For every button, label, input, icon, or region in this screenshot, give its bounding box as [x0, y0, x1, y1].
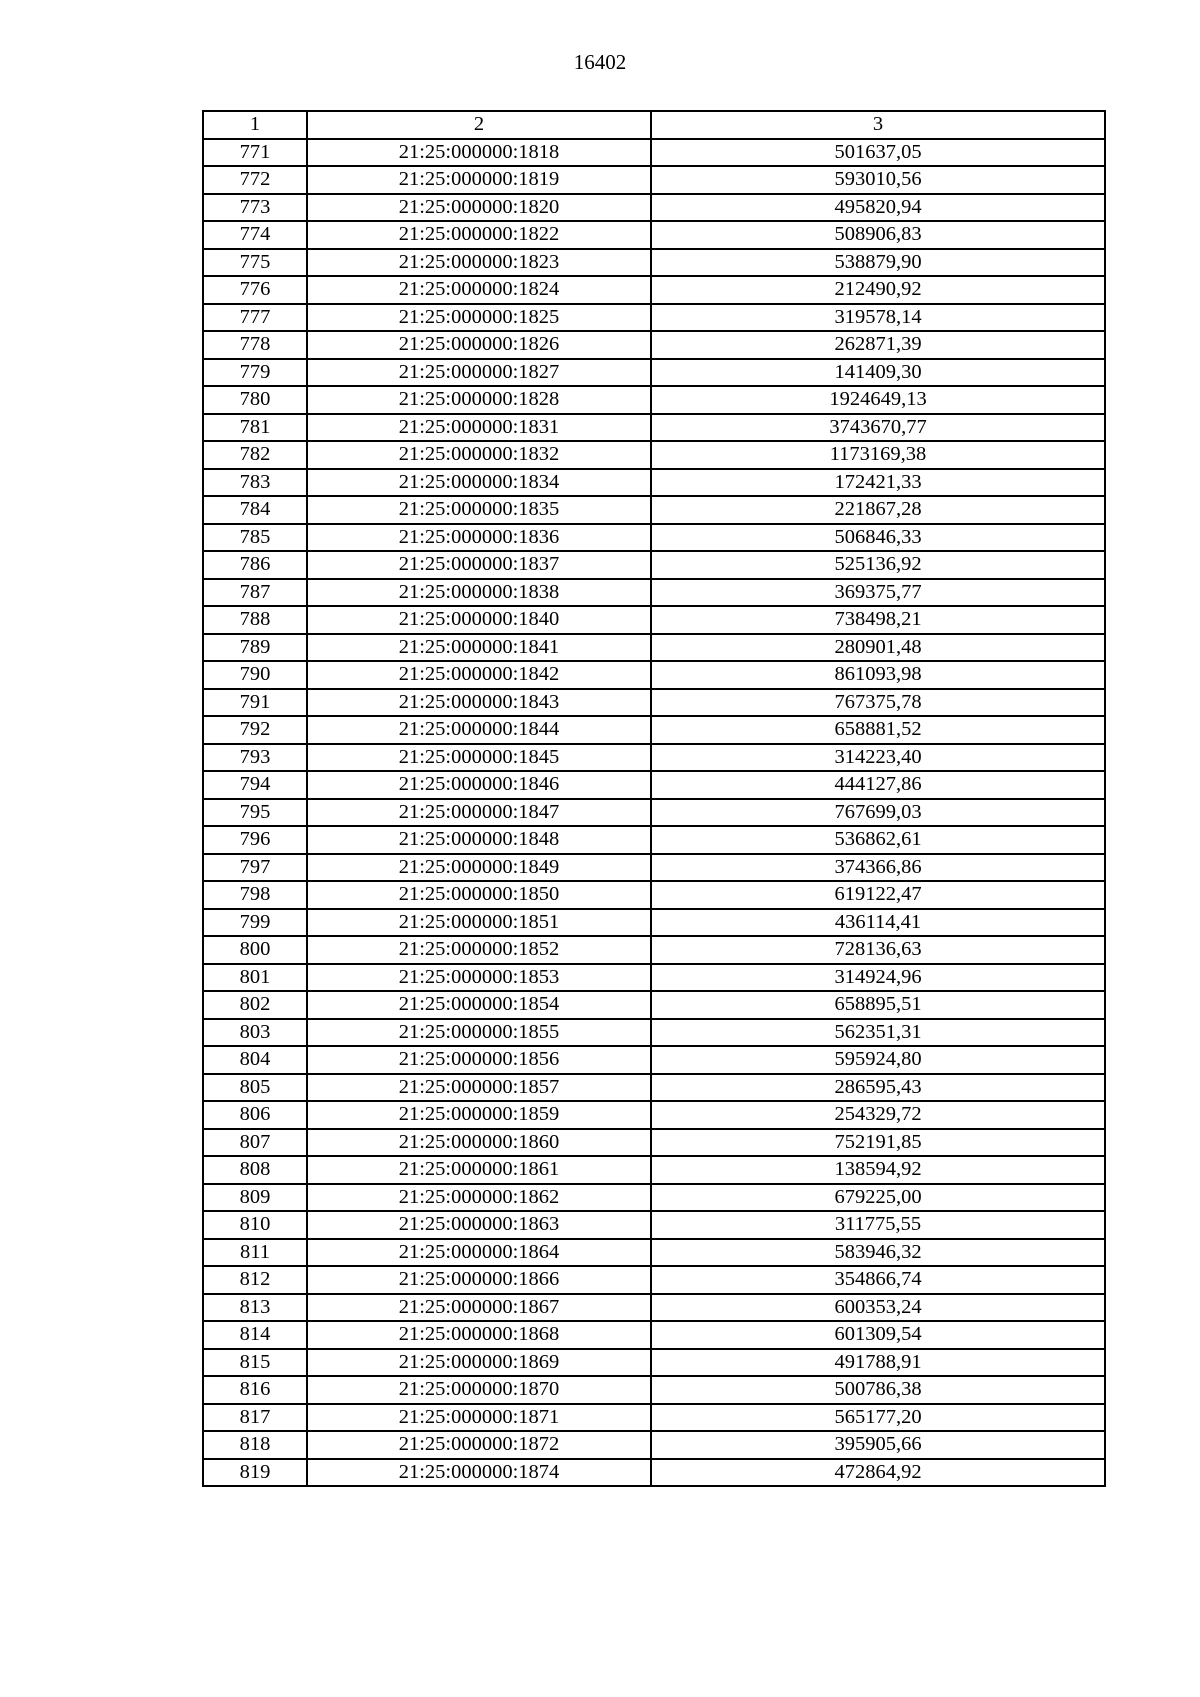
- table-row: [203, 634, 1105, 662]
- row-number-cell: 815: [203, 1349, 307, 1377]
- row-number-cell: 784: [203, 496, 307, 524]
- value-cell: 767699,03: [651, 799, 1105, 827]
- table-row: [203, 936, 1105, 964]
- value-cell: 500786,38: [651, 1376, 1105, 1404]
- cadastral-number-cell: 21:25:000000:1855: [307, 1019, 651, 1047]
- value-cell: 538879,90: [651, 249, 1105, 277]
- value-cell: 508906,83: [651, 221, 1105, 249]
- row-number-cell: 800: [203, 936, 307, 964]
- table-row: [203, 716, 1105, 744]
- table-row: [203, 881, 1105, 909]
- table-row: [203, 1431, 1105, 1459]
- row-number-cell: 781: [203, 414, 307, 442]
- row-number-cell: 804: [203, 1046, 307, 1074]
- cadastral-number-cell: 21:25:000000:1838: [307, 579, 651, 607]
- row-number-cell: 791: [203, 689, 307, 717]
- value-cell: 1173169,38: [651, 441, 1105, 469]
- cadastral-number-cell: 21:25:000000:1847: [307, 799, 651, 827]
- row-number-cell: 792: [203, 716, 307, 744]
- table-row: [203, 1349, 1105, 1377]
- cadastral-number-cell: 21:25:000000:1832: [307, 441, 651, 469]
- value-cell: 600353,24: [651, 1294, 1105, 1322]
- value-cell: 767375,78: [651, 689, 1105, 717]
- table-row: [203, 469, 1105, 497]
- cadastral-number-cell: 21:25:000000:1843: [307, 689, 651, 717]
- cadastral-number-cell: 21:25:000000:1854: [307, 991, 651, 1019]
- cadastral-number-cell: 21:25:000000:1818: [307, 139, 651, 167]
- cadastral-number-cell: 21:25:000000:1836: [307, 524, 651, 552]
- value-cell: 861093,98: [651, 661, 1105, 689]
- row-number-cell: 796: [203, 826, 307, 854]
- row-number-cell: 789: [203, 634, 307, 662]
- table-row: [203, 166, 1105, 194]
- table-row: [203, 304, 1105, 332]
- cadastral-number-cell: 21:25:000000:1842: [307, 661, 651, 689]
- row-number-cell: 794: [203, 771, 307, 799]
- row-number-cell: 793: [203, 744, 307, 772]
- row-number-cell: 799: [203, 909, 307, 937]
- table-row: [203, 1184, 1105, 1212]
- value-cell: 314223,40: [651, 744, 1105, 772]
- table-row: [203, 414, 1105, 442]
- table-row: [203, 1211, 1105, 1239]
- cadastral-number-cell: 21:25:000000:1851: [307, 909, 651, 937]
- row-number-cell: 780: [203, 386, 307, 414]
- table-row: [203, 799, 1105, 827]
- table-row: [203, 386, 1105, 414]
- cadastral-number-cell: 21:25:000000:1826: [307, 331, 651, 359]
- cadastral-number-cell: 21:25:000000:1844: [307, 716, 651, 744]
- row-number-cell: 805: [203, 1074, 307, 1102]
- row-number-cell: 779: [203, 359, 307, 387]
- table-row: [203, 551, 1105, 579]
- cadastral-number-cell: 21:25:000000:1870: [307, 1376, 651, 1404]
- table-row: [203, 1019, 1105, 1047]
- row-number-cell: 783: [203, 469, 307, 497]
- value-cell: 436114,41: [651, 909, 1105, 937]
- row-number-cell: 771: [203, 139, 307, 167]
- value-cell: 679225,00: [651, 1184, 1105, 1212]
- row-number-cell: 774: [203, 221, 307, 249]
- value-cell: 172421,33: [651, 469, 1105, 497]
- cadastral-number-cell: 21:25:000000:1872: [307, 1431, 651, 1459]
- table-row: [203, 331, 1105, 359]
- table-row: [203, 1046, 1105, 1074]
- value-cell: 595924,80: [651, 1046, 1105, 1074]
- row-number-cell: 787: [203, 579, 307, 607]
- cadastral-number-cell: 21:25:000000:1850: [307, 881, 651, 909]
- row-number-cell: 817: [203, 1404, 307, 1432]
- value-cell: 738498,21: [651, 606, 1105, 634]
- row-number-cell: 811: [203, 1239, 307, 1267]
- value-cell: 658881,52: [651, 716, 1105, 744]
- row-number-cell: 810: [203, 1211, 307, 1239]
- table-row: [203, 1266, 1105, 1294]
- cadastral-number-cell: 21:25:000000:1866: [307, 1266, 651, 1294]
- header-cell-col-1: 1: [203, 111, 307, 139]
- table-row: [203, 524, 1105, 552]
- row-number-cell: 775: [203, 249, 307, 277]
- table-row: [203, 359, 1105, 387]
- row-number-cell: 803: [203, 1019, 307, 1047]
- row-number-cell: 782: [203, 441, 307, 469]
- cadastral-number-cell: 21:25:000000:1845: [307, 744, 651, 772]
- table-row: [203, 1459, 1105, 1487]
- value-cell: 319578,14: [651, 304, 1105, 332]
- value-cell: 565177,20: [651, 1404, 1105, 1432]
- cadastral-number-cell: 21:25:000000:1867: [307, 1294, 651, 1322]
- row-number-cell: 788: [203, 606, 307, 634]
- row-number-cell: 790: [203, 661, 307, 689]
- cadastral-number-cell: 21:25:000000:1863: [307, 1211, 651, 1239]
- cadastral-number-cell: 21:25:000000:1864: [307, 1239, 651, 1267]
- table-row: [203, 1321, 1105, 1349]
- table-row: [203, 826, 1105, 854]
- value-cell: 262871,39: [651, 331, 1105, 359]
- value-cell: 280901,48: [651, 634, 1105, 662]
- table-row: [203, 661, 1105, 689]
- cadastral-number-cell: 21:25:000000:1857: [307, 1074, 651, 1102]
- row-number-cell: 807: [203, 1129, 307, 1157]
- table-row: [203, 1239, 1105, 1267]
- cadastral-number-cell: 21:25:000000:1841: [307, 634, 651, 662]
- row-number-cell: 778: [203, 331, 307, 359]
- cadastral-number-cell: 21:25:000000:1848: [307, 826, 651, 854]
- cadastral-number-cell: 21:25:000000:1846: [307, 771, 651, 799]
- row-number-cell: 795: [203, 799, 307, 827]
- table-row: [203, 689, 1105, 717]
- value-cell: 536862,61: [651, 826, 1105, 854]
- row-number-cell: 801: [203, 964, 307, 992]
- table-row: [203, 1294, 1105, 1322]
- cadastral-number-cell: 21:25:000000:1853: [307, 964, 651, 992]
- table-body: [203, 139, 1105, 1487]
- table-row: [203, 276, 1105, 304]
- value-cell: 374366,86: [651, 854, 1105, 882]
- data-table: [202, 110, 1106, 1487]
- value-cell: 354866,74: [651, 1266, 1105, 1294]
- row-number-cell: 786: [203, 551, 307, 579]
- table-row: [203, 496, 1105, 524]
- value-cell: 601309,54: [651, 1321, 1105, 1349]
- table-row: [203, 441, 1105, 469]
- cadastral-number-cell: 21:25:000000:1840: [307, 606, 651, 634]
- cadastral-number-cell: 21:25:000000:1820: [307, 194, 651, 222]
- table-row: [203, 771, 1105, 799]
- cadastral-number-cell: 21:25:000000:1871: [307, 1404, 651, 1432]
- cadastral-number-cell: 21:25:000000:1828: [307, 386, 651, 414]
- value-cell: 752191,85: [651, 1129, 1105, 1157]
- cadastral-number-cell: 21:25:000000:1834: [307, 469, 651, 497]
- table-header: [203, 111, 1105, 139]
- row-number-cell: 812: [203, 1266, 307, 1294]
- cadastral-number-cell: 21:25:000000:1819: [307, 166, 651, 194]
- value-cell: 593010,56: [651, 166, 1105, 194]
- row-number-cell: 802: [203, 991, 307, 1019]
- cadastral-number-cell: 21:25:000000:1862: [307, 1184, 651, 1212]
- cadastral-number-cell: 21:25:000000:1861: [307, 1156, 651, 1184]
- cadastral-number-cell: 21:25:000000:1874: [307, 1459, 651, 1487]
- row-number-cell: 819: [203, 1459, 307, 1487]
- value-cell: 311775,55: [651, 1211, 1105, 1239]
- cadastral-number-cell: 21:25:000000:1869: [307, 1349, 651, 1377]
- cadastral-number-cell: 21:25:000000:1825: [307, 304, 651, 332]
- table-row: [203, 221, 1105, 249]
- row-number-cell: 818: [203, 1431, 307, 1459]
- cadastral-number-cell: 21:25:000000:1849: [307, 854, 651, 882]
- header-cell-col-2: 2: [307, 111, 651, 139]
- cadastral-number-cell: 21:25:000000:1856: [307, 1046, 651, 1074]
- header-row: [203, 111, 1105, 139]
- cadastral-number-cell: 21:25:000000:1868: [307, 1321, 651, 1349]
- value-cell: 1924649,13: [651, 386, 1105, 414]
- value-cell: 525136,92: [651, 551, 1105, 579]
- table-row: [203, 249, 1105, 277]
- value-cell: 138594,92: [651, 1156, 1105, 1184]
- value-cell: 369375,77: [651, 579, 1105, 607]
- value-cell: 658895,51: [651, 991, 1105, 1019]
- value-cell: 444127,86: [651, 771, 1105, 799]
- row-number-cell: 772: [203, 166, 307, 194]
- value-cell: 491788,91: [651, 1349, 1105, 1377]
- row-number-cell: 785: [203, 524, 307, 552]
- value-cell: 728136,63: [651, 936, 1105, 964]
- table-row: [203, 1156, 1105, 1184]
- table-row: [203, 1404, 1105, 1432]
- row-number-cell: 798: [203, 881, 307, 909]
- table-row: [203, 909, 1105, 937]
- value-cell: 254329,72: [651, 1101, 1105, 1129]
- cadastral-number-cell: 21:25:000000:1852: [307, 936, 651, 964]
- table-row: [203, 854, 1105, 882]
- table-row: [203, 1074, 1105, 1102]
- table-row: [203, 579, 1105, 607]
- value-cell: 495820,94: [651, 194, 1105, 222]
- table-row: [203, 1129, 1105, 1157]
- value-cell: 141409,30: [651, 359, 1105, 387]
- value-cell: 583946,32: [651, 1239, 1105, 1267]
- row-number-cell: 806: [203, 1101, 307, 1129]
- value-cell: 501637,05: [651, 139, 1105, 167]
- value-cell: 506846,33: [651, 524, 1105, 552]
- header-cell-col-3: 3: [651, 111, 1105, 139]
- table-row: [203, 194, 1105, 222]
- row-number-cell: 814: [203, 1321, 307, 1349]
- value-cell: 619122,47: [651, 881, 1105, 909]
- row-number-cell: 816: [203, 1376, 307, 1404]
- table-row: [203, 1376, 1105, 1404]
- value-cell: 212490,92: [651, 276, 1105, 304]
- table-row: [203, 1101, 1105, 1129]
- value-cell: 3743670,77: [651, 414, 1105, 442]
- table-row: [203, 606, 1105, 634]
- cadastral-number-cell: 21:25:000000:1837: [307, 551, 651, 579]
- table-row: [203, 964, 1105, 992]
- table-row: [203, 744, 1105, 772]
- row-number-cell: 777: [203, 304, 307, 332]
- table-row: [203, 991, 1105, 1019]
- cadastral-number-cell: 21:25:000000:1827: [307, 359, 651, 387]
- value-cell: 395905,66: [651, 1431, 1105, 1459]
- value-cell: 562351,31: [651, 1019, 1105, 1047]
- row-number-cell: 813: [203, 1294, 307, 1322]
- page-number: 16402: [573, 50, 627, 74]
- cadastral-number-cell: 21:25:000000:1823: [307, 249, 651, 277]
- cadastral-number-cell: 21:25:000000:1859: [307, 1101, 651, 1129]
- cadastral-number-cell: 21:25:000000:1835: [307, 496, 651, 524]
- value-cell: 472864,92: [651, 1459, 1105, 1487]
- row-number-cell: 808: [203, 1156, 307, 1184]
- row-number-cell: 797: [203, 854, 307, 882]
- row-number-cell: 773: [203, 194, 307, 222]
- cadastral-number-cell: 21:25:000000:1860: [307, 1129, 651, 1157]
- cadastral-number-cell: 21:25:000000:1822: [307, 221, 651, 249]
- cadastral-number-cell: 21:25:000000:1824: [307, 276, 651, 304]
- value-cell: 286595,43: [651, 1074, 1105, 1102]
- value-cell: 314924,96: [651, 964, 1105, 992]
- table-row: [203, 139, 1105, 167]
- row-number-cell: 776: [203, 276, 307, 304]
- row-number-cell: 809: [203, 1184, 307, 1212]
- value-cell: 221867,28: [651, 496, 1105, 524]
- cadastral-number-cell: 21:25:000000:1831: [307, 414, 651, 442]
